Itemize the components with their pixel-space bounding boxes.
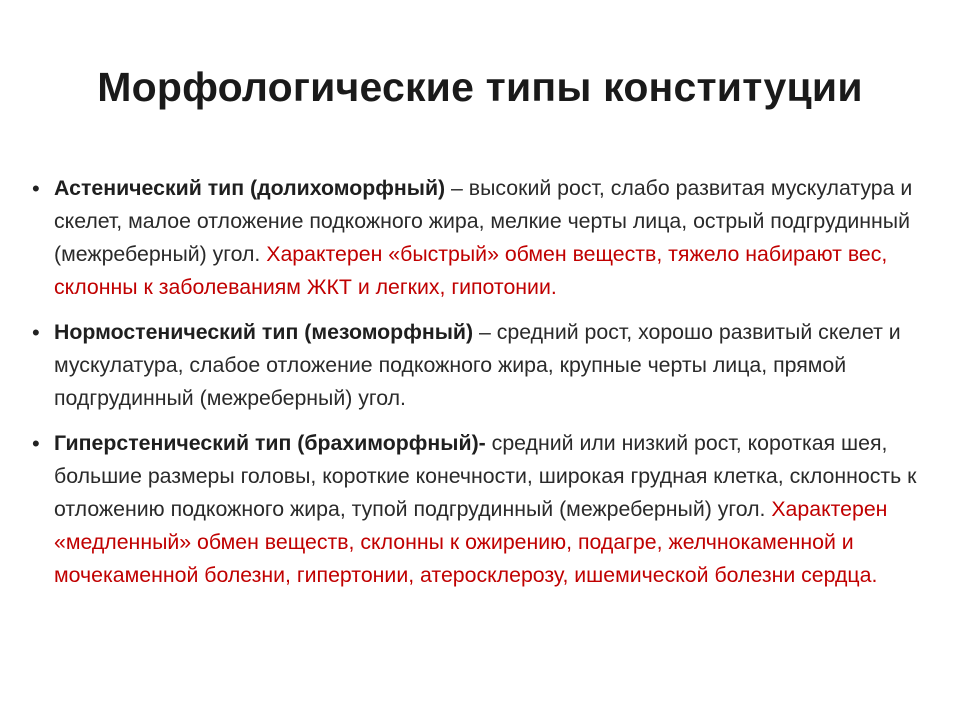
bullet-dot-icon: •	[32, 176, 40, 201]
bullet-item-hypersthenic	[32, 427, 924, 592]
bullet-term: Астенический тип (долихоморфный)	[54, 176, 446, 200]
bullet-description: – средний рост, хорошо развитый скелет и мускулатура, слабое отложение подкожного жира, крупные черты лица, прямой подгрудинный (межреберный) угол.	[54, 320, 901, 410]
bullet-item-normosthenic	[32, 316, 924, 415]
slide-title: Морфологические типы конституции	[97, 64, 863, 110]
bullet-dot-icon: •	[32, 431, 40, 456]
bullet-list	[32, 172, 924, 604]
bullet-term: Гиперстенический тип (брахиморфный)-	[54, 431, 486, 455]
bullet-note: Характерен «быстрый» обмен веществ, тяжело набирают вес, склонны к заболеваниям ЖКТ и легких, гипотонии.	[54, 242, 888, 299]
bullet-description: средний или низкий рост, короткая шея, большие размеры головы, короткие конечности, широкая грудная клетка, склонность к отложению подкожного жира, тупой подгрудинный (межреберный) угол.	[54, 431, 917, 521]
bullet-item-asthenic	[32, 172, 924, 304]
bullet-note: Характерен «медленный» обмен веществ, склонны к ожирению, подагре, желчнокаменной и мочекаменной болезни, гипертонии, атеросклерозу, ишемической болезни сердца.	[54, 497, 888, 587]
bullet-term: Нормостенический тип (мезоморфный)	[54, 320, 474, 344]
bullet-description: – высокий рост, слабо развитая мускулатура и скелет, малое отложение подкожного жира, мелкие черты лица, острый подгрудинный (межреберный) угол.	[54, 176, 913, 266]
bullet-dot-icon: •	[32, 320, 40, 345]
